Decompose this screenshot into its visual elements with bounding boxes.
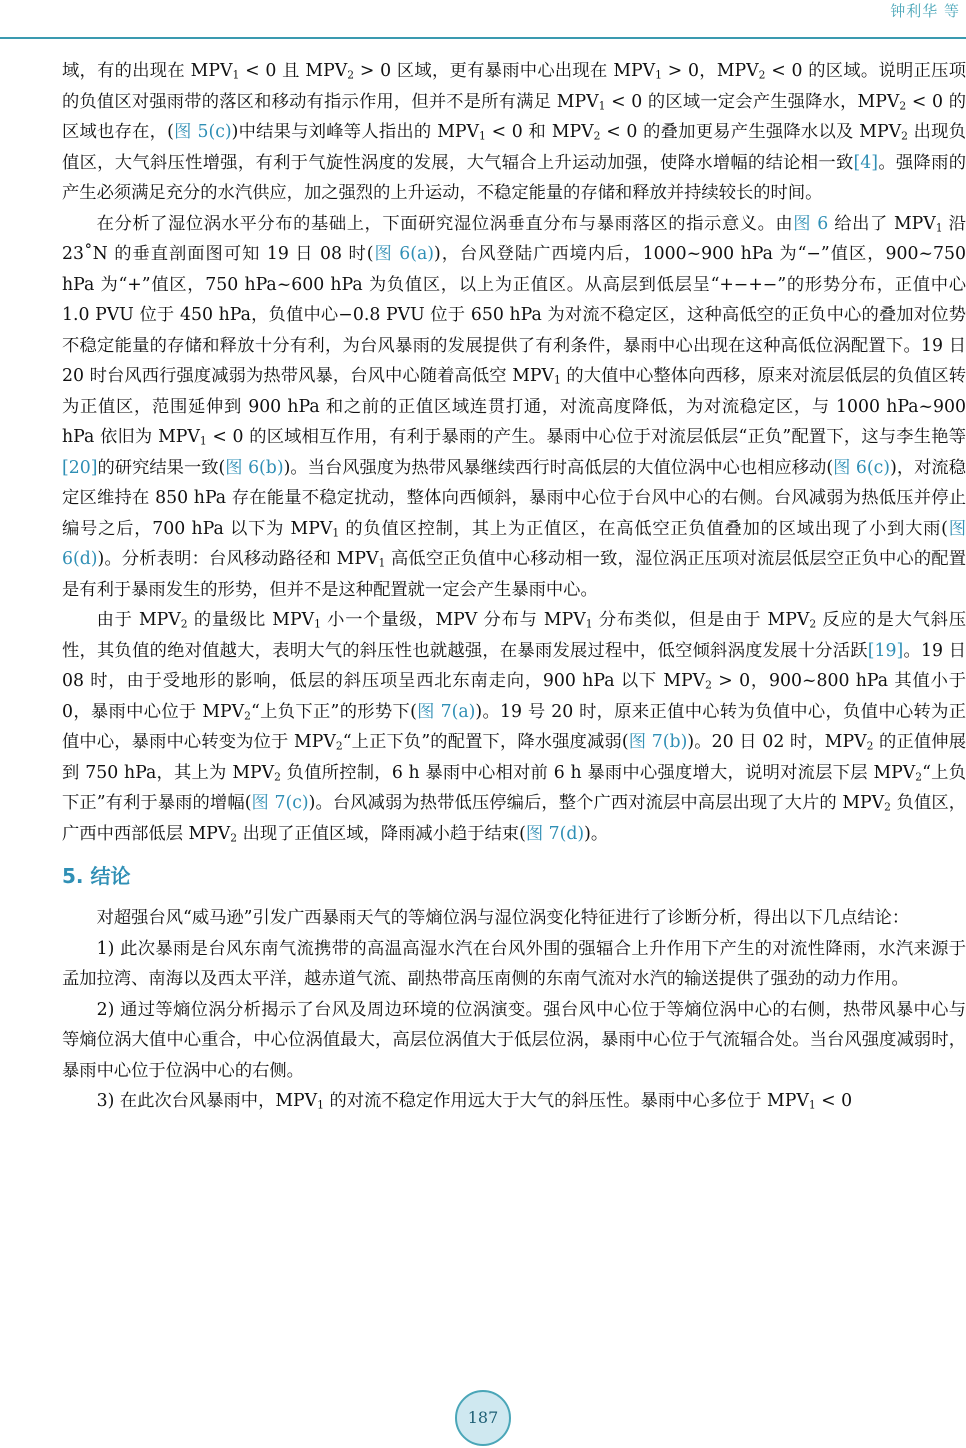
figure-link[interactable]: 图 5(c) [173,122,232,142]
paragraph-4: 对超强台风“威马逊”引发广西暴雨天气的等熵位涡与湿位涡变化特征进行了诊断分析，得出以下几点结论： [96,908,910,928]
conclusion-item-1: 1) 此次暴雨是台风东南气流携带的高温高湿水汽在台风外围的强辐合上升作用下产生的对流性降雨，水汽来源于孟加拉湾、南海以及西太平洋，越赤道气流、副热带高压南侧的东南气流对水汽的输送提供了强劲的动力作用。 [62,938,966,989]
paragraph-1: 域，有的出现在 $MPV_1 < 0$ 且 $MPV_2 > 0$ 区域，更有暴雨中心出现在 $MPV_1 > 0$，$MPV_2 < 0$ 的区域。说明正压项的负值区对强雨带的落区和移动有指示作用，但并不是所有满足 $MPV_1 < 0$ 的区域一定会产生强降水，$MPV_2 < 0$ 的区域也存在，(图 5(c))中结果与刘峰等人指出的 $MPV_1 < 0$ 和 $MPV_2 < 0$ 的叠加更易产生强降水以及 $MPV_2$ 出现负值区，大气斜压性增强，有利于气旋性涡度的发展，大气辐合上升运动加强，使降水增幅的结论相一致[4]。强降雨的产生必须满足充分的水汽供应，加之强烈的上升运动，不稳定能量的存储和释放并持续较长的时间。 [62,61,966,203]
figure-link[interactable]: 图 7(a) [416,701,476,722]
page-number-badge: 187 [455,1390,511,1446]
figure-link[interactable]: 图 7(c) [251,793,309,813]
figure-link[interactable]: 图 6(c) [833,457,891,478]
citation-link[interactable]: [19] [867,640,904,661]
section-heading-conclusion: 5. 结论 [62,864,131,888]
citation-link[interactable]: [4] [853,152,879,173]
figure-link[interactable]: 图 6(a) [373,244,435,264]
conclusion-item-3: 3) 在此次台风暴雨中，$MPV_1$ 的对流不稳定作用远大于大气的斜压性。暴雨中心多位于 $MPV_1 < 0$ [96,1091,853,1112]
running-header-author: 钟利华 等 [890,2,960,20]
paragraph-3: 由于 $MPV_2$ 的量级比 $MPV_1$ 小一个量级，MPV 分布与 $MPV_1$ 分布类似，但是由于 $MPV_2$ 反应的是大气斜压性，其负值的绝对值越大，表明大气的斜压性也就越强，在暴雨发展过程中，低空倾斜涡度发展十分活跃[19]。19 日 08 时，由于受地形的影响，低层的斜压项呈西北东南走向，900 hPa 以下 $MPV_2 > 0$，900~800 hPa 其值小于 0，暴雨中心位于 $MPV_2“$上负下正”的形势下(图 7(a))。19 号 20 时，原来正值中心转为负值中心，负值中心转为正值中心，暴雨中心转变为位于 $MPV_2“$上正下负”的配置下，降水强度减弱(图 7(b))。20 日 02 时，$MPV_2$ 的正值伸展到 750 hPa，其上为 $MPV_2$ 负值所控制，6 h 暴雨中心相对前 6 h 暴雨中心强度增大，说明对流层下层 $MPV_2“$上负下正”有利于暴雨的增幅(图 7(c))。台风减弱为热带低压停编后，整个广西对流层中高层出现了大片的 $MPV_2$ 负值区，广西中西部低层 $MPV_2$ 出现了正值区域，降雨减小趋于结束(图 7(d))。 [62,610,966,845]
figure-link[interactable]: 图 6(b) [225,457,284,478]
figure-link[interactable]: 图 6 [793,213,829,234]
figure-link[interactable]: 图 6(d) [62,518,966,569]
figure-link[interactable]: 图 7(b) [628,732,688,752]
conclusion-item-2: 2) 通过等熵位涡分析揭示了台风及周边环境的位涡演变。强台风中心位于等熵位涡中心的右侧，热带风暴中心与等熵位涡大值中心重合，中心位涡值最大，高层位涡值大于低层位涡，暴雨中心位于气流辐合处。当台风强度减弱时，暴雨中心位于位涡中心的右侧。 [62,999,966,1081]
citation-link[interactable]: [20] [62,457,98,478]
header-rule [0,37,966,39]
paragraph-2: 在分析了湿位涡水平分布的基础上，下面研究湿位涡垂直分布与暴雨落区的指示意义。由图 6 给出了 $MPV_1$ 沿 23˚N 的垂直剖面图可知 19 日 08 时(图 6(a))，台风登陆广西境内后，1000~900 hPa 为“−”值区，900~750 hPa 为“+”值区，750 hPa~600 hPa 为负值区，以上为正值区。从高层到低层呈“+−+−”的形势分布，正值中心 1.0 PVU 位于 450 hPa，负值中心−0.8 PVU 位于 650 hPa 为对流不稳定区，这种高低空的正负中心的叠加对位势不稳定能量的存储和释放十分有利，为台风暴雨的发展提供了有利条件，暴雨中心出现在这种高低位涡配置下。19 日 20 时台风西行强度减弱为热带风暴，台风中心随着高低空 $MPV_1$ 的大值中心整体向西移，原来对流层低层的负值区转为正值区，范围延伸到 900 hPa 和之前的正值区域连贯打通，对流高度降低，为对流稳定区，与 1000 hPa~900 hPa 依旧为 $MPV_1 < 0$ 的区域相互作用，有利于暴雨的产生。暴雨中心位于对流层低层“正负”配置下，这与李生艳等[20]的研究结果一致(图 6(b))。当台风强度为热带风暴继续西行时高低层的大值位涡中心也相应移动(图 6(c))，对流稳定区维持在 850 hPa 存在能量不稳定扰动，整体向西倾斜，暴雨中心位于台风中心的右侧。台风减弱为热低压并停止编号之后，700 hPa 以下为 $MPV_1$ 的负值区控制，其上为正值区，在高低空正负值叠加的区域出现了小到大雨(图 6(d))。分析表明：台风移动路径和 $MPV_1$ 高低空正负值中心移动相一致，湿位涡正压项对流层低层空正负中心的配置是有利于暴雨发生的形势，但并不是这种配置就一定会产生暴雨中心。 [62,213,966,600]
article-body [62,56,966,1117]
figure-link[interactable]: 图 7(d) [525,823,585,844]
